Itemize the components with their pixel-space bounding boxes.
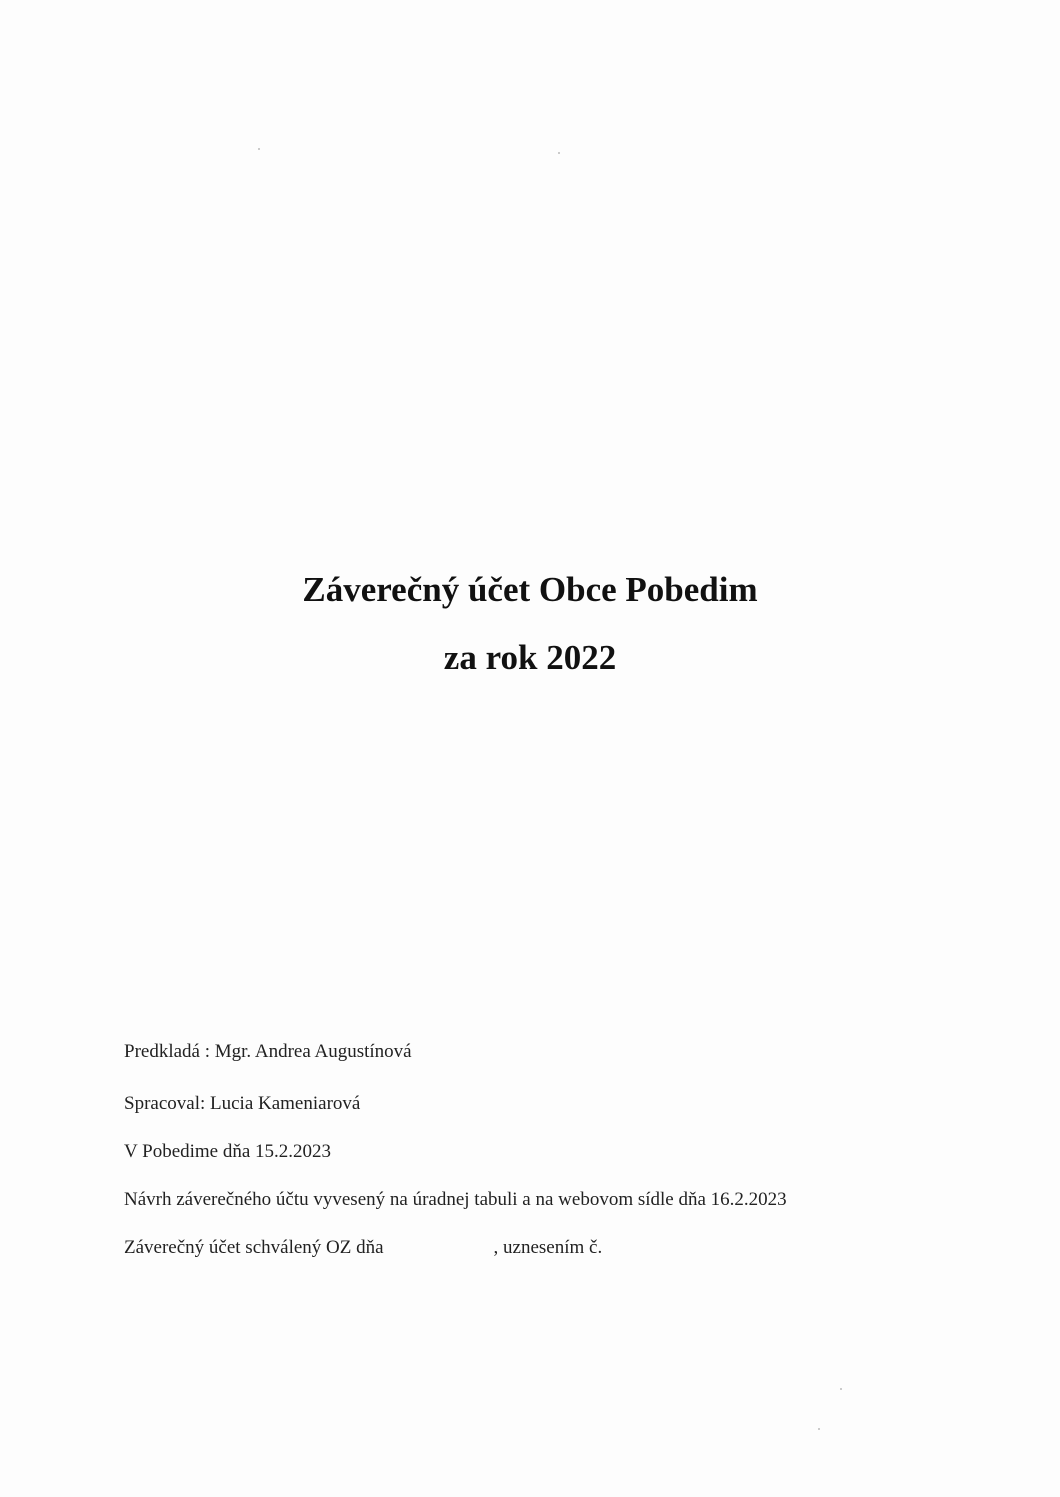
approval-label: Záverečný účet schválený OZ dňa xyxy=(124,1237,384,1258)
document-subtitle-year: za rok 2022 xyxy=(443,638,617,677)
resolution-label: , uznesením č. xyxy=(493,1237,603,1258)
processed-by: Spracoval: Lucia Kameniarová xyxy=(124,1093,361,1114)
scan-speck xyxy=(258,148,260,150)
scan-speck xyxy=(558,152,560,154)
submitted-by: Predkladá : Mgr. Andrea Augustínová xyxy=(124,1041,412,1062)
approval-line xyxy=(124,1236,602,1260)
document-title: Záverečný účet Obce Pobedim xyxy=(302,570,758,609)
draft-publication-note: Návrh záverečného účtu vyvesený na úradnej tabuli a na webovom sídle dňa 16.2.2023 xyxy=(124,1189,787,1210)
place-and-date: V Pobedime dňa 15.2.2023 xyxy=(124,1141,332,1162)
scan-speck xyxy=(818,1428,820,1430)
scan-speck xyxy=(840,1388,842,1390)
